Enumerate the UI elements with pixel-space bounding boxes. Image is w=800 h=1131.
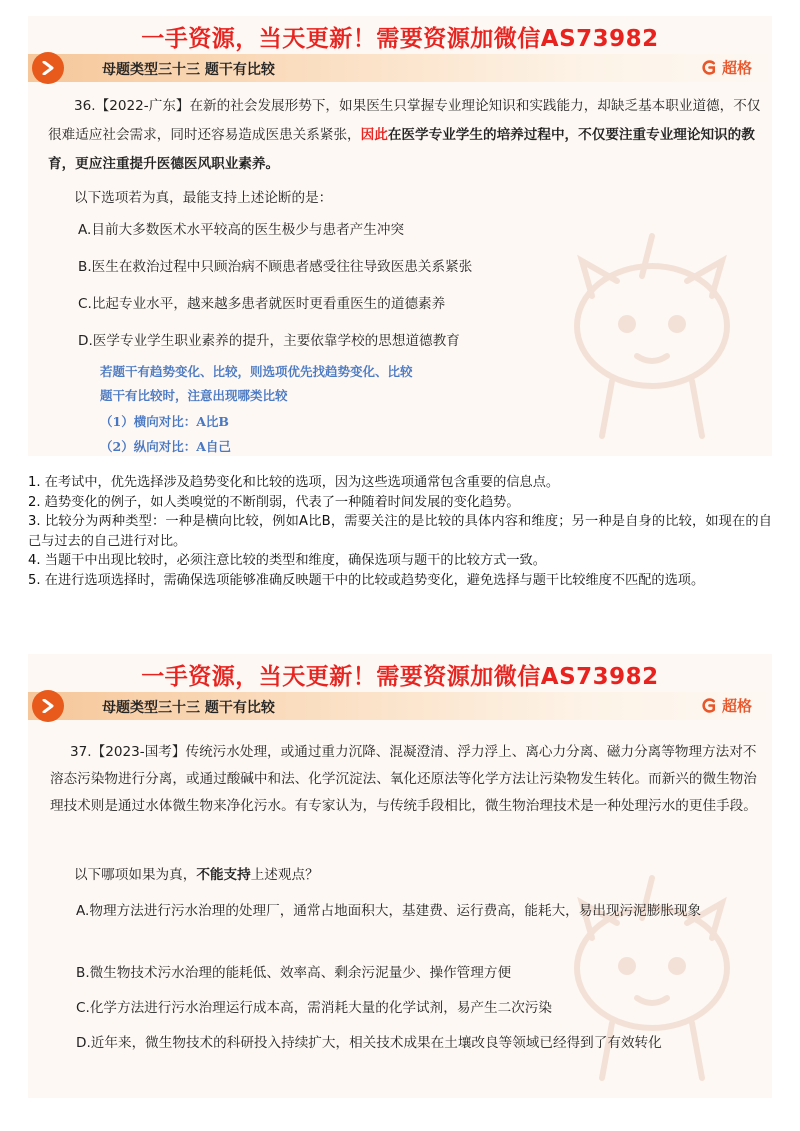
brand-logo [701, 57, 752, 78]
summary-list [28, 473, 772, 590]
question-stem: 以下哪项如果为真，不能支持上述观点？ [74, 867, 319, 883]
brand-logo [701, 695, 752, 716]
slide-question-37 [28, 654, 772, 1098]
chevron-right-icon [32, 690, 64, 722]
brand-name: 超格 [721, 697, 752, 715]
brand-logo-icon [701, 697, 718, 714]
slide-question-36 [28, 16, 772, 456]
teacher-note-1: 若题干有趋势变化、比较，则选项优先找趋势变化、比较 [100, 364, 413, 379]
teacher-note-2: 题干有比较时，注意出现哪类比较 [100, 388, 288, 403]
option-a: A.目前大多数医术水平较高的医生极少与患者产生冲突 [78, 222, 405, 238]
summary-item-1: 1. 在考试中，优先选择涉及趋势变化和比较的选项，因为这些选项通常包含重要的信息点。 [28, 475, 560, 490]
question-stem: 以下选项若为真，最能支持上述论断的是： [74, 190, 333, 206]
question-37: 37.【2023-国考】传统污水处理，或通过重力沉降、混凝澄清、浮力浮上、离心力分离、磁力分离等物理方法对不溶态污染物进行分离，或通过酸碱中和法、化学沉淀法、氧化还原法等化学方法让污染物发生转化。而新兴的微生物治理技术则是通过水体微生物来净化污水。有专家认为，与传统手段相比，微生物治理技术是一种处理污水的更佳手段。 [50, 744, 757, 814]
teacher-note-4: （2）纵向对比：A自己 [100, 439, 231, 454]
chevron-right-icon [32, 52, 64, 84]
option-c: C.比起专业水平，越来越多患者就医时更看重医生的道德素养 [78, 296, 446, 312]
summary-item-2: 2. 趋势变化的例子，如人类嗅觉的不断削弱，代表了一种随着时间发展的变化趋势。 [28, 494, 520, 510]
bold-not-support: 不能支持 [196, 867, 251, 883]
teacher-note-3: （1）横向对比：A比B [100, 414, 229, 429]
option-a: A.物理方法进行污水治理的处理厂，通常占地面积大，基建费、运行费高，能耗大，易出现污泥膨胀现象 [76, 903, 702, 919]
brand-name: 超格 [721, 59, 752, 77]
option-b: B.医生在救治过程中只顾治病不顾患者感受往往导致医患关系紧张 [78, 259, 473, 275]
summary-item-4: 4. 当题干中出现比较时，必须注意比较的类型和维度，确保选项与题干的比较方式一致。 [28, 553, 546, 568]
brand-logo-icon [701, 59, 718, 76]
bold-conclusion: 在医学专业学生的培养过程中，不仅要注重专业理论知识的教育，更应注重提升医德医风职业素养。 [48, 127, 755, 172]
promo-text: 一手资源，当天更新！需要资源加微信AS73982 [141, 664, 659, 690]
option-c: C.化学方法进行污水治理运行成本高，需消耗大量的化学试剂，易产生二次污染 [76, 1000, 552, 1016]
banner-title: 母题类型三十三 题干有比较 [102, 62, 275, 78]
option-d: D.医学专业学生职业素养的提升，主要依靠学校的思想道德教育 [78, 333, 460, 349]
promo-text: 一手资源，当天更新！需要资源加微信AS73982 [141, 26, 659, 52]
option-d: D.近年来，微生物技术的科研投入持续扩大，相关技术成果在土壤改良等领域已经得到了有效转化 [76, 1035, 662, 1051]
unicorn-mascot-watermark [542, 206, 762, 446]
summary-item-5: 5. 在进行选项选择时，需确保选项能够准确反映题干中的比较或趋势变化，避免选择与题干比较维度不匹配的选项。 [28, 572, 705, 588]
option-b: B.微生物技术污水治理的能耗低、效率高、剩余污泥量少、操作管理方便 [76, 965, 512, 981]
summary-item-3: 3. 比较分为两种类型：一种是横向比较，例如A比B，需要关注的是比较的具体内容和维度；另一种是自身的比较，如现在的自己与过去的自己进行对比。 [28, 514, 772, 549]
banner-title: 母题类型三十三 题干有比较 [102, 700, 275, 716]
question-36: 36.【2022-广东】在新的社会发展形势下，如果医生只掌握专业理论知识和实践能力，却缺乏基本职业道德，不仅很难适应社会需求，同时还容易造成医患关系紧张，因此在医学专业学生的培养过程中，不仅要注重专业理论知识的教育，更应注重提升医德医风职业素养。 [48, 98, 761, 172]
highlight-therefore: 因此 [360, 127, 388, 143]
